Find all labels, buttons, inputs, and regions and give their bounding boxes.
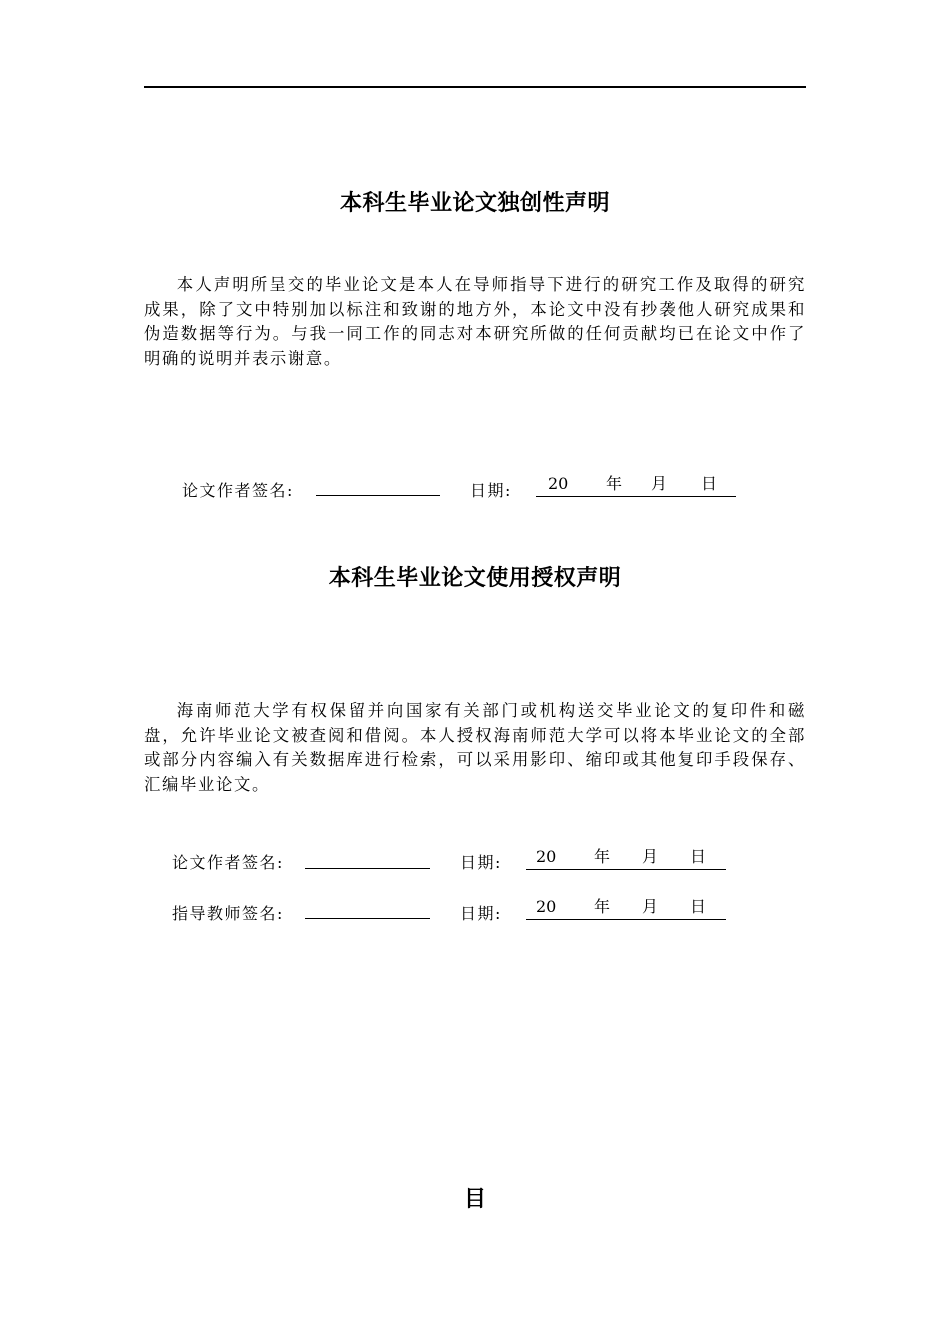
authorization-author-signature-line[interactable] (305, 868, 430, 869)
date-day-unit: 日 (701, 474, 718, 493)
date-day-unit: 日 (690, 847, 707, 866)
toc-heading: 目 (463, 1187, 486, 1212)
date-year-prefix: 20 (548, 474, 569, 493)
date-month-unit: 月 (642, 897, 659, 916)
date-year-unit: 年 (606, 474, 623, 493)
authorization-author-date-field[interactable] (526, 847, 726, 870)
originality-date-field[interactable] (536, 474, 736, 497)
authorization-author-label: 论文作者签名: (172, 853, 284, 872)
authorization-advisor-date-label: 日期: (460, 904, 502, 923)
authorization-title: 本科生毕业论文使用授权声明 (328, 566, 622, 591)
authorization-advisor-signature-line[interactable] (305, 918, 430, 919)
date-year-unit: 年 (594, 897, 611, 916)
authorization-body: 海南师范大学有权保留并向国家有关部门或机构送交毕业论文的复印件和磁盘，允许毕业论文被查阅和借阅。本人授权海南师范大学可以将本毕业论文的全部或部分内容编入有关数据库进行检索，可以采用影印、缩印或其他复印手段保存、汇编毕业论文。 (144, 701, 806, 794)
authorization-advisor-date-field[interactable] (526, 897, 726, 920)
authorization-author-date-label: 日期: (460, 853, 502, 872)
originality-author-label: 论文作者签名: (182, 481, 294, 500)
originality-date-label: 日期: (470, 481, 512, 500)
date-month-unit: 月 (651, 474, 668, 493)
authorization-advisor-label: 指导教师签名: (172, 904, 284, 923)
date-month-unit: 月 (642, 847, 659, 866)
date-year-unit: 年 (594, 847, 611, 866)
date-year-prefix: 20 (536, 847, 557, 866)
originality-author-signature-line[interactable] (316, 495, 440, 496)
originality-title: 本科生毕业论文独创性声明 (339, 191, 610, 216)
date-day-unit: 日 (690, 897, 707, 916)
header-rule (144, 86, 806, 88)
originality-body: 本人声明所呈交的毕业论文是本人在导师指导下进行的研究工作及取得的研究成果，除了文中特别加以标注和致谢的地方外，本论文中没有抄袭他人研究成果和伪造数据等行为。与我一同工作的同志对本研究所做的任何贡献均已在论文中作了明确的说明并表示谢意。 (144, 275, 806, 368)
date-year-prefix: 20 (536, 897, 557, 916)
